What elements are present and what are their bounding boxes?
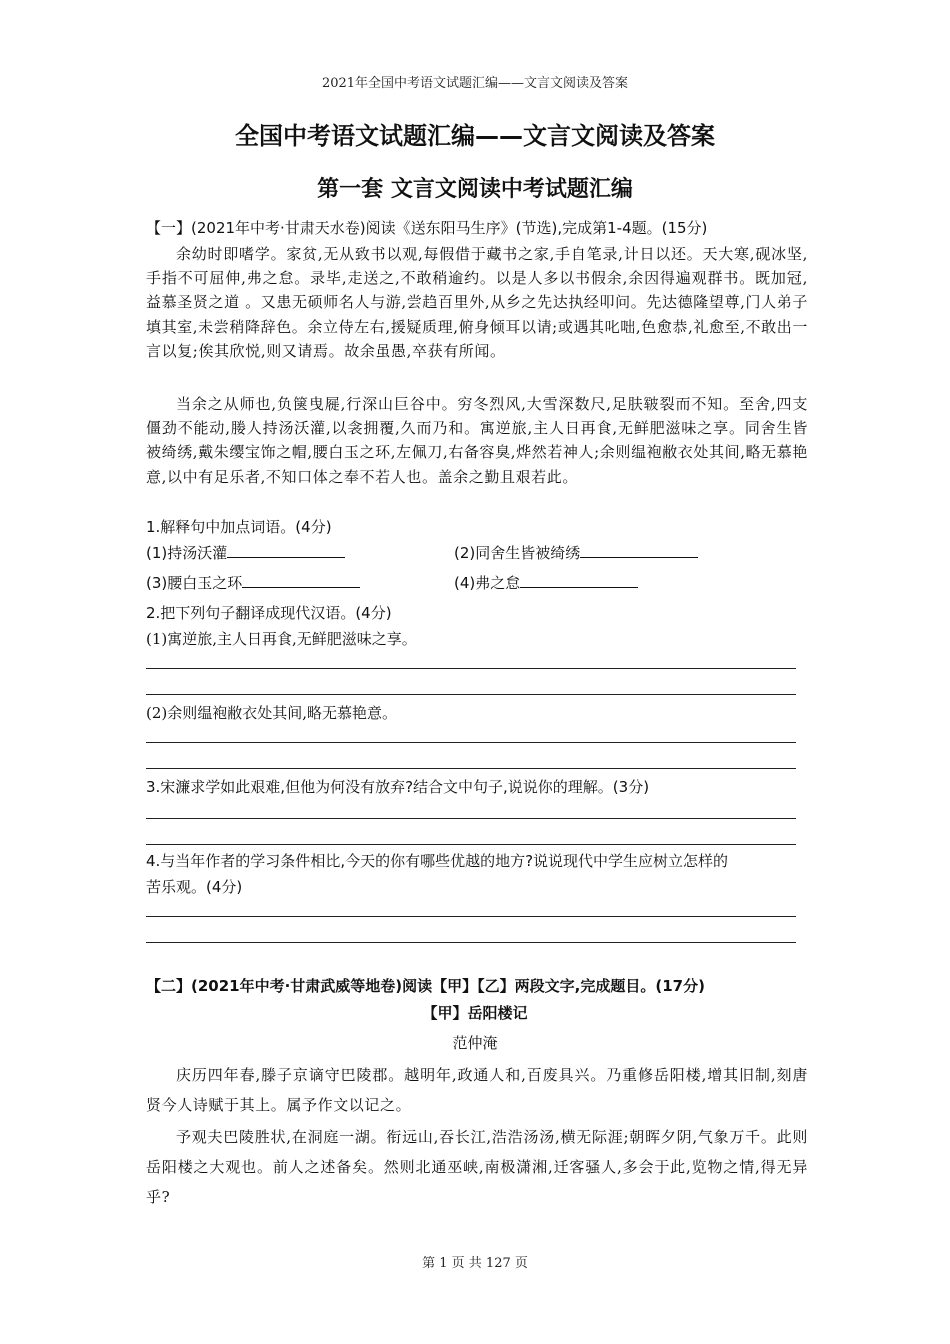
section-title: 第一套 文言文阅读中考试题汇编 <box>317 177 633 202</box>
question-4-stem-line-2: 苦乐观。(4分) <box>146 878 243 896</box>
answer-blank[interactable] <box>580 543 698 558</box>
passage2-author: 范仲淹 <box>452 1034 498 1052</box>
passage1-paragraph-2: 当余之从师也,负箧曳屣,行深山巨谷中。穷冬烈风,大雪深数尺,足肤皲裂而不知。至舍,四支僵劲不能动,媵人持汤沃灌,以衾拥覆,久而乃和。寓逆旅,主人日再食,无鲜肥滋味之享。同舍生皆被绮绣,戴朱缨宝饰之帽,腰白玉之环,左佩刀,右备容臭,烨然若神人;余则缊袍敝衣处其间,略无慕艳意,以中有足乐者,不知口体之奉不若人也。盖余之勤且艰若此。 <box>146 395 808 486</box>
answer-line[interactable] <box>146 818 796 819</box>
passage2-paragraph-1: 庆历四年春,滕子京谪守巴陵郡。越明年,政通人和,百废具兴。乃重修岳阳楼,增其旧制,刻唐贤今人诗赋于其上。属予作文以记之。 <box>146 1066 808 1114</box>
page-number: 第 1 页 共 127 页 <box>422 1256 528 1271</box>
passage1-paragraph-1: 余幼时即嗜学。家贫,无从致书以观,每假借于藏书之家,手自笔录,计日以还。天大寒,砚冰坚,手指不可屈伸,弗之怠。录毕,走送之,不敢稍逾约。以是人多以书假余,余因得遍观群书。既加冠,益慕圣贤之道 。又患无硕师名人与游,尝趋百里外,从乡之先达执经叩问。先达德隆望尊,门人弟子填其室,未尝稍降辞色。余立侍左右,援疑质理,俯身倾耳以请;或遇其叱咄,色愈恭,礼愈至,不敢出一言以复;俟其欣悦,则又请焉。故余虽愚,卒获有所闻。 <box>146 245 808 360</box>
passage2-paragraph-2: 予观夫巴陵胜状,在洞庭一湖。衔远山,吞长江,浩浩汤汤,横无际涯;朝晖夕阴,气象万千。此则岳阳楼之大观也。前人之述备矣。然则北通巫峡,南极潇湘,迁客骚人,多会于此,览物之情,得无异乎? <box>146 1128 808 1206</box>
answer-line[interactable] <box>146 916 796 917</box>
passage2-subtitle: 【甲】岳阳楼记 <box>422 1004 528 1022</box>
answer-line[interactable] <box>146 742 796 743</box>
question-1-item-2: (2)同舍生皆被绮绣 <box>454 542 698 563</box>
question-1-item-1: (1)持汤沃灌 <box>146 542 345 563</box>
question-1-item-4: (4)弗之怠 <box>454 572 638 593</box>
answer-line[interactable] <box>146 668 796 669</box>
question-1-row-2 <box>146 572 808 596</box>
question-2-sentence-1: (1)寓逆旅,主人日再食,无鲜肥滋味之享。 <box>146 630 417 648</box>
answer-blank[interactable] <box>227 543 345 558</box>
question-1-stem: 1.解释句中加点词语。(4分) <box>146 518 332 536</box>
question-2-sentence-2: (2)余则缊袍敝衣处其间,略无慕艳意。 <box>146 704 398 722</box>
passage2-intro: 【二】(2021年中考·甘肃武威等地卷)阅读【甲】【乙】两段文字,完成题目。(17分) <box>146 977 705 995</box>
question-1-item-3: (3)腰白玉之环 <box>146 572 360 593</box>
answer-line[interactable] <box>146 694 796 695</box>
question-3-stem: 3.宋濂求学如此艰难,但他为何没有放弃?结合文中句子,说说你的理解。(3分) <box>146 778 650 796</box>
answer-blank[interactable] <box>242 573 360 588</box>
answer-line[interactable] <box>146 942 796 943</box>
passage1-intro: 【一】(2021年中考·甘肃天水卷)阅读《送东阳马生序》(节选),完成第1-4题。(15分) <box>146 219 708 237</box>
running-header: 2021年全国中考语文试题汇编——文言文阅读及答案 <box>321 76 629 91</box>
answer-line[interactable] <box>146 844 796 845</box>
answer-line[interactable] <box>146 768 796 769</box>
question-2-stem: 2.把下列句子翻译成现代汉语。(4分) <box>146 604 392 622</box>
question-1-row-1 <box>146 542 808 566</box>
document-title: 全国中考语文试题汇编——文言文阅读及答案 <box>235 122 715 150</box>
answer-blank[interactable] <box>520 573 638 588</box>
question-4-stem-line-1: 4.与当年作者的学习条件相比,今天的你有哪些优越的地方?说说现代中学生应树立怎样的 <box>146 852 729 870</box>
